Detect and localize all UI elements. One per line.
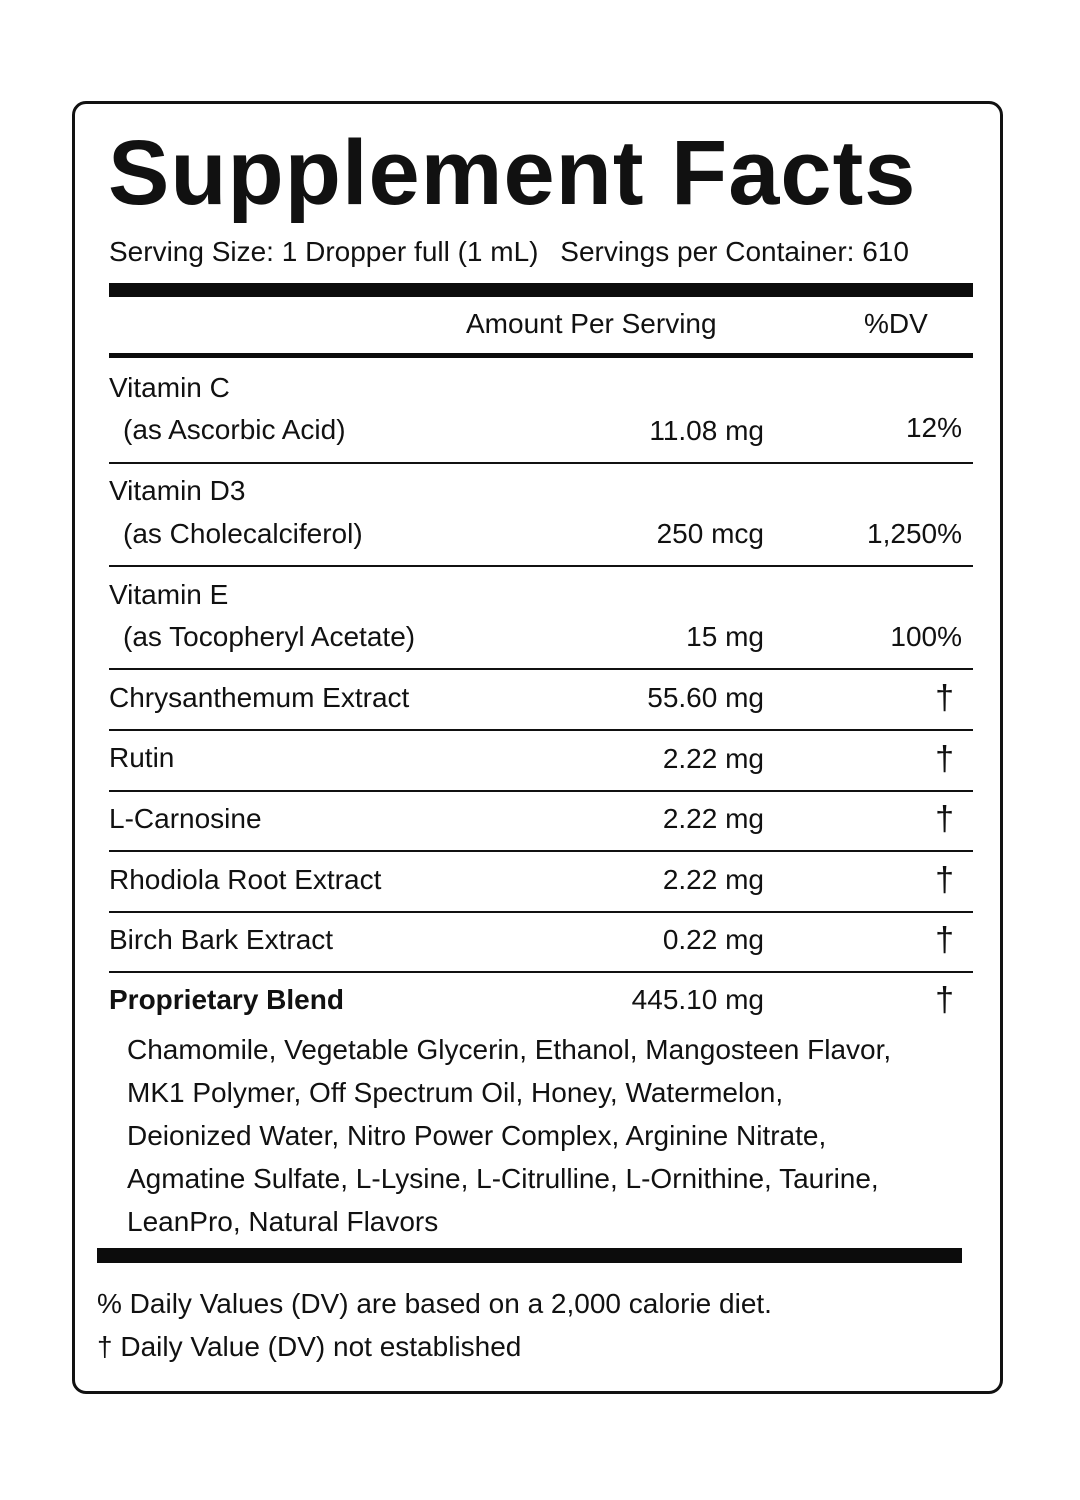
dagger-icon: †: [935, 740, 954, 778]
dagger-icon: †: [935, 800, 954, 838]
row-divider: [109, 462, 973, 464]
row-name: L-Carnosine: [109, 803, 262, 834]
row-amount: 11.08 mg: [649, 415, 764, 446]
dagger-icon: †: [935, 921, 954, 959]
footnote-dv-basis: % Daily Values (DV) are based on a 2,000 calorie diet.: [97, 1288, 772, 1319]
serving-info: [109, 234, 979, 270]
thick-divider-bottom: [97, 1248, 962, 1263]
blend-line: Deionized Water, Nitro Power Complex, Arginine Nitrate,: [127, 1120, 827, 1151]
blend-line: Chamomile, Vegetable Glycerin, Ethanol, Mangosteen Flavor,: [127, 1034, 892, 1065]
row-dv: 100%: [890, 621, 962, 652]
blend-ingredients: [127, 1028, 987, 1243]
row-divider: [109, 971, 973, 973]
row-amount: 15 mg: [686, 621, 764, 652]
row-name: Vitamin D3: [109, 475, 246, 506]
row-divider: [109, 565, 973, 567]
servings-per-container: Servings per Container: 610: [560, 236, 909, 267]
row-name-proprietary-blend: Proprietary Blend: [109, 984, 344, 1015]
footnote-dagger: † Daily Value (DV) not established: [97, 1331, 522, 1362]
row-divider: [109, 790, 973, 792]
row-amount: 2.22 mg: [662, 864, 764, 895]
dagger-icon: †: [935, 679, 954, 717]
row-sub: (as Ascorbic Acid): [123, 414, 346, 445]
serving-size: Serving Size: 1 Dropper full (1 mL): [109, 236, 539, 267]
row-name: Vitamin C: [109, 372, 230, 403]
row-name: Rutin: [109, 742, 175, 773]
row-amount: 2.22 mg: [662, 743, 764, 774]
header-divider: [109, 353, 973, 358]
thick-divider-top: [109, 283, 973, 297]
dagger-icon: †: [935, 981, 954, 1019]
label-title: Supplement Facts: [108, 122, 917, 224]
header-dv: %DV: [864, 308, 928, 339]
row-divider: [109, 668, 973, 670]
row-amount: 2.22 mg: [662, 803, 764, 834]
row-divider: [109, 850, 973, 852]
row-name: Chrysanthemum Extract: [109, 682, 410, 713]
row-name: Birch Bark Extract: [109, 924, 334, 955]
blend-line: Agmatine Sulfate, L-Lysine, L-Citrulline, L-Ornithine, Taurine,: [127, 1163, 879, 1194]
dagger-icon: †: [935, 861, 954, 899]
row-amount: 0.22 mg: [662, 924, 764, 955]
row-amount: 55.60 mg: [647, 682, 764, 713]
row-name: Vitamin E: [109, 579, 229, 610]
row-divider: [109, 911, 973, 913]
row-dv: 1,250%: [867, 518, 962, 549]
row-sub: (as Tocopheryl Acetate): [123, 621, 416, 652]
row-divider: [109, 729, 973, 731]
header-amount: Amount Per Serving: [466, 308, 717, 339]
blend-line: MK1 Polymer, Off Spectrum Oil, Honey, Watermelon,: [127, 1077, 784, 1108]
blend-line: LeanPro, Natural Flavors: [127, 1206, 439, 1237]
row-amount: 250 mcg: [656, 518, 764, 549]
row-dv: 12%: [905, 412, 962, 443]
row-amount: 445.10 mg: [631, 984, 764, 1015]
row-name: Rhodiola Root Extract: [109, 864, 382, 895]
row-sub: (as Cholecalciferol): [123, 518, 363, 549]
